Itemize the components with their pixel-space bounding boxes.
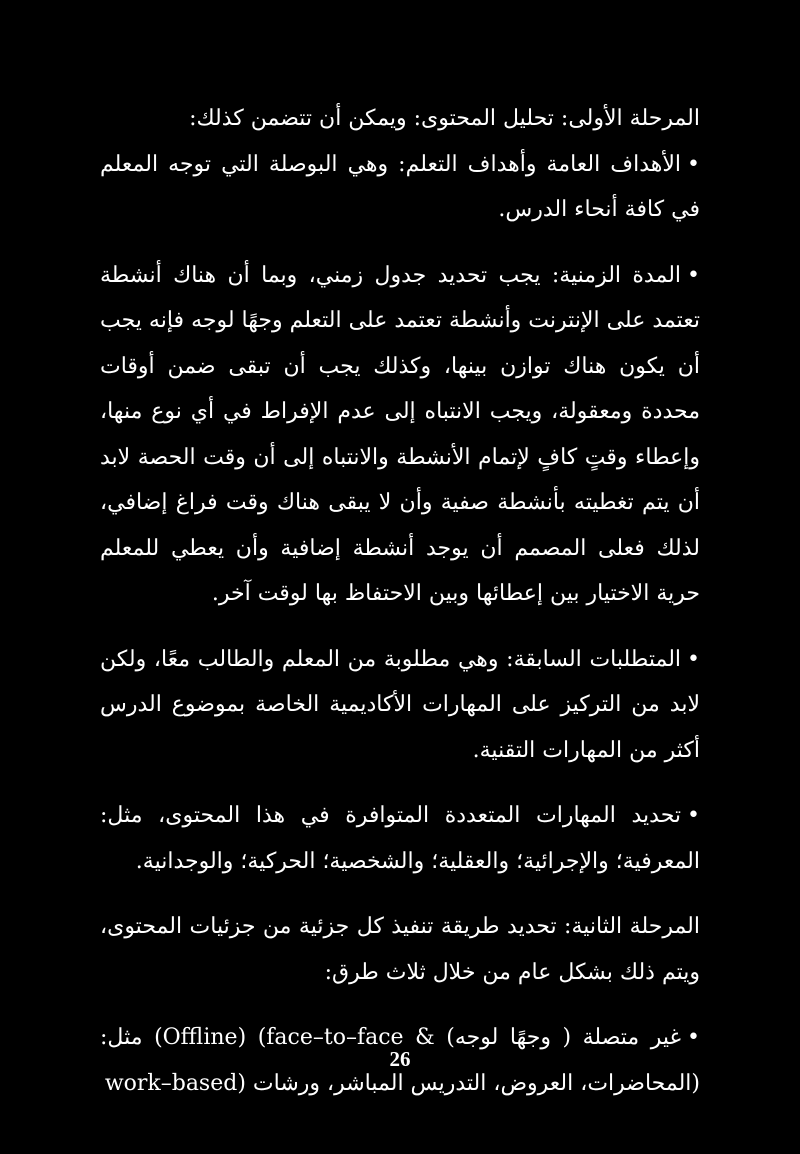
bullet-text: تحديد المهارات المتعددة المتوافرة في هذا المحتوى، مثل: المعرفية؛ والإجرائية؛ والعقلية؛ والشخصية؛ الحركية؛ والوجدانية. (100, 803, 700, 874)
bullet-text: الأهداف العامة وأهداف التعلم: وهي البوصلة التي توجه المعلم في كافة أنحاء الدرس. (100, 151, 700, 222)
stage-one-heading: المرحلة الأولى: تحليل المحتوى: ويمكن أن تتضمن كذلك: (189, 106, 700, 131)
bullet-marker: • (687, 262, 700, 288)
bullet-skills (100, 793, 700, 884)
bullet-text: المتطلبات السابقة: وهي مطلوبة من المعلم والطالب معًا، ولكن لابد من التركيز على المهارات الأكاديمية الخاصة بموضوع الدرس أكثر من المهارات التقنية. (100, 646, 700, 763)
bullet-prerequisites (100, 637, 700, 774)
page-number: 26 (389, 1047, 411, 1071)
bullet-marker: • (687, 803, 700, 828)
bullet-learning-objectives (100, 142, 700, 233)
bullet-latin-text: (Offline) (face–to–face & (154, 1025, 435, 1050)
stage-two-heading: المرحلة الثانية: تحديد طريقة تنفيذ كل جزئية من جزئيات المحتوى، ويتم ذلك بشكل عام من خلال ثلاث طرق: (100, 914, 700, 985)
page-body (100, 96, 700, 1106)
bullet-marker: • (687, 646, 700, 672)
bullet-text: مثل: (المحاضرات، العروض، التدريس المباشر، ورشات (100, 1025, 700, 1096)
bullet-marker: • (687, 1025, 701, 1050)
bullet-text: غير متصلة ( وجهًا لوجه) (446, 1025, 682, 1050)
bullet-text: المدة الزمنية: يجب تحديد جدول زمني، وبما أن هناك أنشطة تعتمد على الإنترنت وأنشطة تعتمد على التعلم وجهًا لوجه فإنه يجب أن يكون هناك توازن بينها، وكذلك يجب أن تبقى ضمن أوقات محددة ومعقولة، ويجب الانتباه إلى عدم الإفراط في أي نوع منها، وإعطاء وقتٍ كافٍ لإتمام الأنشطة والانتباه إلى أن وقت الحصة لابد أن يتم تغطيته بأنشطة صفية وأن لا يبقى هناك وقت فراغ إضافي، لذلك فعلى المصمم أن يوجد أنشطة إضافية وأن يعطي للمعلم حرية الاختيار بين إعطائها وبين الاحتفاظ بها لوقت آخر. (100, 262, 700, 606)
bullet-marker: • (687, 151, 700, 177)
bullet-latin-text: work–based) (104, 1070, 246, 1096)
bullet-time-duration (100, 253, 700, 617)
